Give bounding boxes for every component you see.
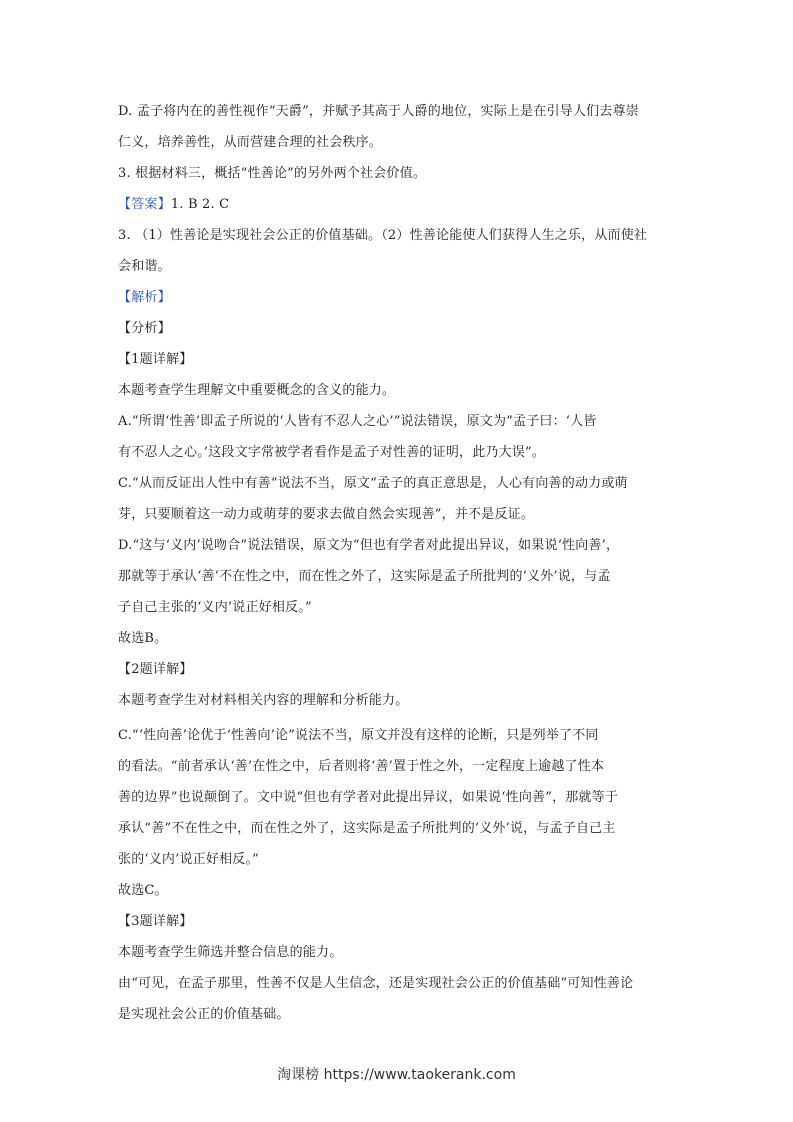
q1-option-a-line-1: A.“所谓‘性善’即孟子所说的‘人皆有不忍人之心’”说法错误，原文为“孟子曰：‘人皆 xyxy=(118,414,597,429)
q1-option-c-line-2: 芽，只要顺着这一动力或萌芽的要求去做自然会实现善”，并不是反证。 xyxy=(118,507,535,522)
q2-option-c-line-1: C.“‘性向善’论优于‘性善向’论”说法不当，原文并没有这样的论断，只是列举了不同 xyxy=(118,728,599,743)
answer-line xyxy=(118,197,229,213)
q1-conclusion: 故选B。 xyxy=(118,631,168,646)
q1-option-a-line-2: 有不忍人之心。’这段文字常被学者看作是孟子对性善的证明，此乃大误”。 xyxy=(118,445,546,460)
analysis-heading: 【分析】 xyxy=(118,321,171,336)
q2-option-c-line-2: 的看法。“前者承认‘善’在性之中，后者则将‘善’置于性之外，一定程度上逾越了性本 xyxy=(118,759,605,774)
q1-option-c-line-1: C.“从而反证出人性中有善”说法不当，原文“孟子的真正意思是，人心有向善的动力或萌 xyxy=(118,476,628,491)
q3-analysis-line-1: 由“可见，在孟子那里，性善不仅是人生信念，还是实现社会公正的价值基础”可知性善论 xyxy=(118,976,634,991)
answer-3-line-1: 3. （1）性善论是实现社会公正的价值基础。（2）性善论能使人们获得人生之乐，从而使社 xyxy=(118,228,648,243)
answer-3-line-2: 会和谐。 xyxy=(118,259,171,274)
q2-option-c-line-3: 善的边界”也说颠倒了。文中说“但也有学者对此提出异议，如果说‘性向善”，那就等于 xyxy=(118,790,619,805)
footer-watermark: 淘课榜 https://www.taokerank.com xyxy=(277,1067,516,1083)
analysis-tag: 【解析】 xyxy=(118,290,171,305)
question-3: 3. 根据材料三，概括“性善论”的另外两个社会价值。 xyxy=(118,166,427,181)
answer-tag: 【答案】 xyxy=(118,197,171,212)
q2-intro: 本题考查学生对材料相关内容的理解和分析能力。 xyxy=(118,693,409,708)
q1-option-d-line-3: 子自己主张的‘义内’说正好相反。” xyxy=(118,600,312,615)
q2-heading: 【2题详解】 xyxy=(118,662,193,677)
q3-analysis-line-2: 是实现社会公正的价值基础。 xyxy=(118,1007,290,1022)
q1-intro: 本题考查学生理解文中重要概念的含义的能力。 xyxy=(118,383,396,398)
q2-option-c-line-5: 张的‘义内’说正好相反。” xyxy=(118,852,260,867)
answer-choices: 1. B 2. C xyxy=(170,197,230,212)
q1-option-d-line-2: 那就等于承认‘善’不在性之中，而在性之外了，这实际是孟子所批判的‘义外’说，与孟 xyxy=(118,569,611,584)
q3-intro: 本题考查学生筛选并整合信息的能力。 xyxy=(118,945,343,960)
q3-heading: 【3题详解】 xyxy=(118,914,193,929)
q1-heading: 【1题详解】 xyxy=(118,352,193,367)
q2-option-c-line-4: 承认“善”不在性之中，而在性之外了，这实际是孟子所批判的‘义外’说，与孟子自己主 xyxy=(118,821,616,836)
q1-option-d-line-1: D.“这与‘义内’说吻合”说法错误，原文为“但也有学者对此提出异议，如果说‘性向善’， xyxy=(118,538,620,553)
option-d-line-2: 仁义，培养善性，从而营建合理的社会秩序。 xyxy=(118,135,383,150)
q2-conclusion: 故选C。 xyxy=(118,883,168,898)
option-d-line-1: D. 孟子将内在的善性视作“天爵”，并赋予其高于人爵的地位，实际上是在引导人们去尊崇 xyxy=(118,104,639,119)
